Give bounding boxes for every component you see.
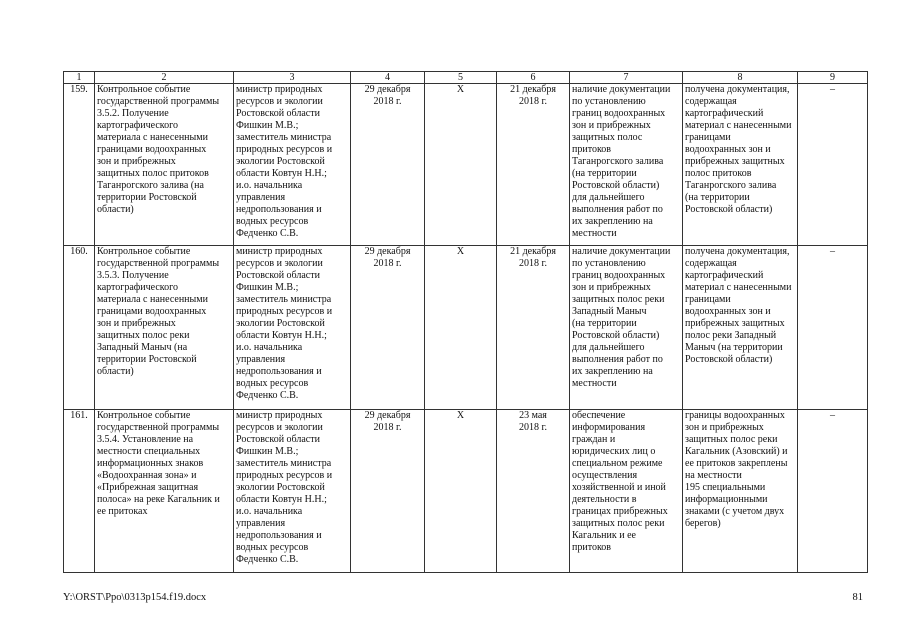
footer-file-path: Y:\ORST\Ppo\0313p154.f19.docx (63, 592, 207, 603)
result-cell: наличие документации по установлению границ водоохранных зон и прибрежных защитных полос реки Западный Маныч (на территории Ростовской области) для дальнейшего выполнения работ по их закреплению на местности (570, 246, 683, 410)
header-cell: 4 (351, 72, 425, 84)
row-number: 161. (64, 410, 95, 573)
table-row (64, 410, 868, 573)
result-cell: обеспечение информирования граждан и юридических лиц о специальном режиме осуществления хозяйственной и иной деятельности в границах прибрежных защитных полос реки Кагальник и ее притоков (570, 410, 683, 573)
note-cell: – (798, 246, 868, 410)
header-cell: 3 (234, 72, 351, 84)
table-row (64, 84, 868, 246)
col5-cell: Х (425, 84, 497, 246)
note-cell: – (798, 410, 868, 573)
header-cell: 9 (798, 72, 868, 84)
row-number: 159. (64, 84, 95, 246)
result-cell: наличие документации по установлению границ водоохранных зон и прибрежных защитных полос притоков Таганрогского залива (на территории Ростовской области) для дальнейшего выполнения работ по их закреплению на местности (570, 84, 683, 246)
header-cell: 8 (683, 72, 798, 84)
responsible-cell: министр природных ресурсов и экологии Ростовской области Фишкин М.В.; заместитель министра природных ресурсов и экологии Ростовской области Ковтун Н.Н.; и.о. начальника управления недропользования и водных ресурсов Федченко С.В. (234, 84, 351, 246)
responsible-cell: министр природных ресурсов и экологии Ростовской области Фишкин М.В.; заместитель министра природных ресурсов и экологии Ростовской области Ковтун Н.Н.; и.о. начальника управления недропользования и водных ресурсов Федченко С.В. (234, 246, 351, 410)
header-cell: 7 (570, 72, 683, 84)
outcome-cell: границы водоохранных зон и прибрежных защитных полос реки Кагальник (Азовский) и ее притоков закреплены на местности 195 специальными информационными знаками (с учетом двух берегов) (683, 410, 798, 573)
end-date-cell: 21 декабря 2018 г. (497, 246, 570, 410)
header-cell: 2 (95, 72, 234, 84)
col5-cell: Х (425, 246, 497, 410)
table-header-row (64, 72, 868, 84)
page-number: 81 (852, 592, 863, 603)
start-date-cell: 29 декабря 2018 г. (351, 246, 425, 410)
responsible-cell: министр природных ресурсов и экологии Ростовской области Фишкин М.В.; заместитель министра природных ресурсов и экологии Ростовской области Ковтун Н.Н.; и.о. начальника управления недропользования и водных ресурсов Федченко С.В. (234, 410, 351, 573)
event-cell: Контрольное событие государственной программы 3.5.2. Получение картографического материала с нанесенными границами водоохранных зон и прибрежных защитных полос притоков Таганрогского залива (на территории Ростовской области) (95, 84, 234, 246)
start-date-cell: 29 декабря 2018 г. (351, 84, 425, 246)
event-cell: Контрольное событие государственной программы 3.5.4. Установление на местности специальных информационных знаков «Водоохранная зона» и «Прибрежная защитная полоса» на реке Кагальник и ее притоках (95, 410, 234, 573)
events-table (63, 71, 868, 573)
note-cell: – (798, 84, 868, 246)
table-row (64, 246, 868, 410)
outcome-cell: получена документация, содержащая картографический материал с нанесенными границами водоохранных зон и прибрежных защитных полос притоков Таганрогского залива (на территории Ростовской области) (683, 84, 798, 246)
row-number: 160. (64, 246, 95, 410)
header-cell: 1 (64, 72, 95, 84)
col5-cell: Х (425, 410, 497, 573)
header-cell: 5 (425, 72, 497, 84)
event-cell: Контрольное событие государственной программы 3.5.3. Получение картографического материала с нанесенными границами водоохранных зон и прибрежных защитных полос реки Западный Маныч (на территории Ростовской области) (95, 246, 234, 410)
end-date-cell: 21 декабря 2018 г. (497, 84, 570, 246)
start-date-cell: 29 декабря 2018 г. (351, 410, 425, 573)
outcome-cell: получена документация, содержащая картографический материал с нанесенными границами водоохранных зон и прибрежных защитных полос реки Западный Маныч (на территории Ростовской области) (683, 246, 798, 410)
header-cell: 6 (497, 72, 570, 84)
end-date-cell: 23 мая 2018 г. (497, 410, 570, 573)
